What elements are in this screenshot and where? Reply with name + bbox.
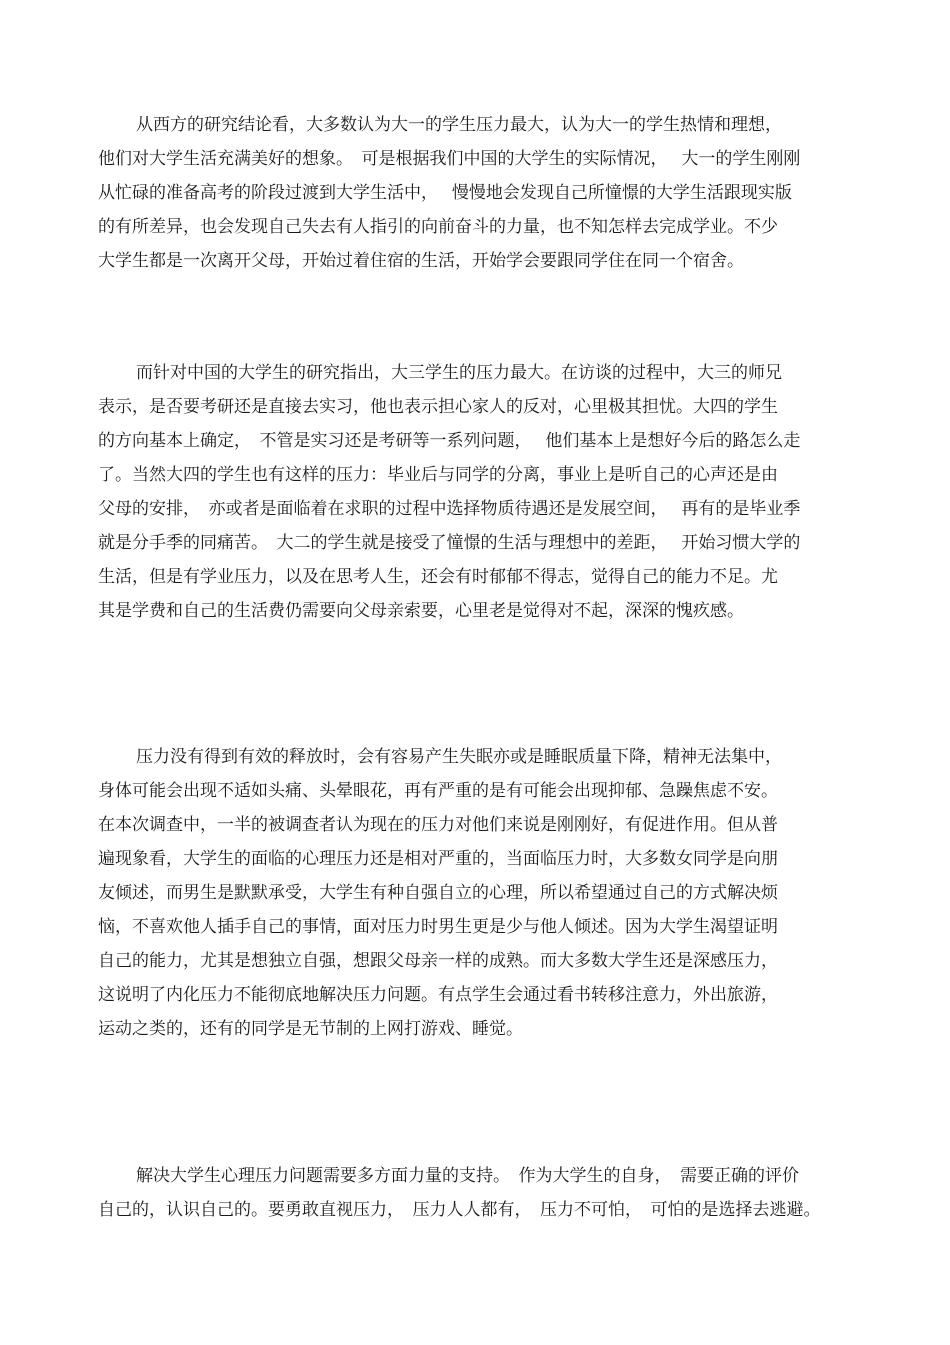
text-line: 生活，但是有学业压力，以及在思考人生，还会有时郁郁不得志，觉得自己的能力不足。尤 [98,567,778,587]
text-line: 自己的，认识自己的。要勇敢直视压力， 压力人人都有， 压力不可怕， 可怕的是选择去逃避。 [98,1200,821,1220]
text-line: 从西方的研究结论看，大多数认为大一的学生压力最大，认为大一的学生热情和理想， [136,115,782,135]
text-line: 从忙碌的准备高考的阶段过渡到大学生活中， 慢慢地会发现自己所憧憬的大学生活跟现实版 [98,183,792,203]
text-line: 表示，是否要考研还是直接去实习，他也表示担心家人的反对，心里极其担忧。大四的学生 [98,397,778,417]
text-line: 恼，不喜欢他人插手自己的事情，面对压力时男生更是少与他人倾述。因为大学生渴望证明 [98,917,778,937]
text-line: 他们对大学生活充满美好的想象。 可是根据我们中国的大学生的实际情况， 大一的学生刚刚 [98,149,801,169]
text-line: 压力没有得到有效的释放时，会有容易产生失眠亦或是睡眠质量下降，精神无法集中， [136,747,782,767]
text-line: 身体可能会出现不适如头痛、头晕眼花，再有严重的是有可能会出现抑郁、急躁焦虑不安。 [98,781,778,801]
text-line: 了。当然大四的学生也有这样的压力：毕业后与同学的分离，事业上是听自己的心声还是由 [98,465,778,485]
text-line: 在本次调查中，一半的被调查者认为现在的压力对他们来说是刚刚好，有促进作用。但从普 [98,815,778,835]
text-line: 友倾述，而男生是默默承受，大学生有种自强自立的心理，所以希望通过自己的方式解决烦 [98,883,778,903]
text-line: 就是分手季的同痛苦。 大二的学生就是接受了憧憬的生活与理想中的差距， 开始习惯大学的 [98,533,801,553]
text-line: 解决大学生心理压力问题需要多方面力量的支持。 作为大学生的自身， 需要正确的评价 [136,1166,799,1186]
text-line: 运动之类的，还有的同学是无节制的上网打游戏、睡觉。 [98,1019,523,1039]
text-line: 大学生都是一次离开父母，开始过着住宿的生活，开始学会要跟同学住在同一个宿舍。 [98,251,744,271]
text-line: 而针对中国的大学生的研究指出，大三学生的压力最大。在访谈的过程中，大三的师兄 [136,363,782,383]
paragraph-1 [98,108,858,278]
text-line: 的有所差异，也会发现自己失去有人指引的向前奋斗的力量，也不知怎样去完成学业。不少 [98,217,778,237]
text-line: 的方向基本上确定， 不管是实习还是考研等一系列问题， 他们基本上是想好今后的路怎么走 [98,431,801,451]
paragraph-3 [98,740,858,1046]
text-line: 遍现象看，大学生的面临的心理压力还是相对严重的，当面临压力时，大多数女同学是向朋 [98,849,778,869]
text-line: 其是学费和自己的生活费仍需要向父母亲索要，心里老是觉得对不起，深深的愧疚感。 [98,601,744,621]
text-line: 这说明了内化压力不能彻底地解决压力问题。有点学生会通过看书转移注意力，外出旅游， [98,985,778,1005]
text-line: 自己的能力，尤其是想独立自强，想跟父母亲一样的成熟。而大多数大学生还是深感压力， [98,951,778,971]
paragraph-2 [98,356,858,628]
text-line: 父母的安排， 亦或者是面临着在求职的过程中选择物质待遇还是发展空间， 再有的是毕业季 [98,499,801,519]
paragraph-4 [98,1159,858,1227]
